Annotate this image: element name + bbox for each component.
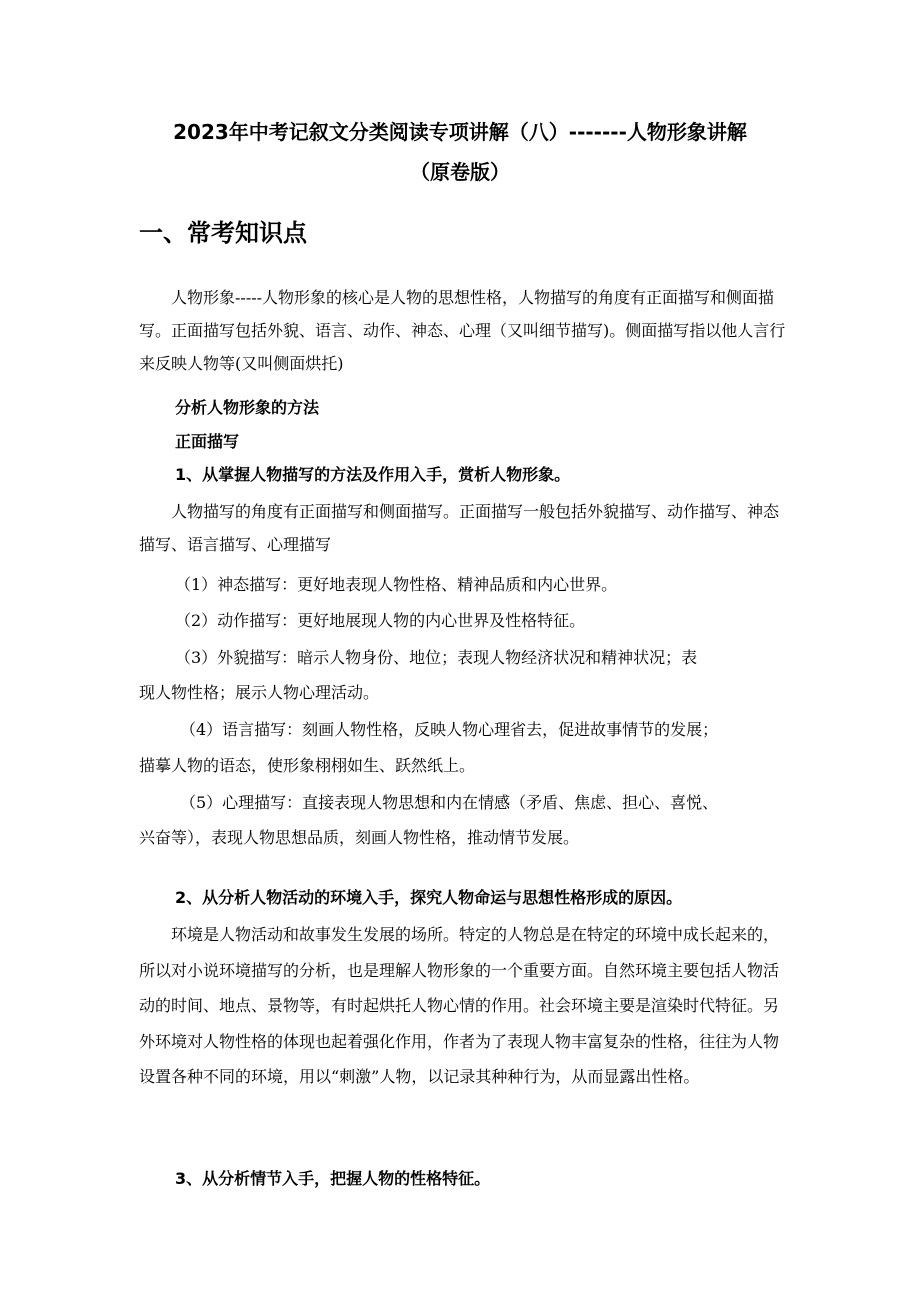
section-heading: 一、常考知识点 — [139, 219, 307, 247]
method-heading: 分析人物形象的方法 — [175, 398, 320, 417]
list-item-continuation: 兴奋等），表现人物思想品质，刻画人物性格，推动情节发展。 — [139, 828, 580, 847]
list-item: （1）神态描写：更好地表现人物性格、精神品质和内心世界。 — [175, 575, 618, 594]
document-title: 2023年中考记叙文分类阅读专项讲解（八）-------人物形象讲解 — [173, 120, 747, 144]
point3-heading: 3、从分析情节入手，把握人物的性格特征。 — [175, 1169, 491, 1188]
front-description-heading: 正面描写 — [175, 432, 240, 451]
list-item-continuation: 描摹人物的语态，使形象栩栩如生、跃然纸上。 — [139, 756, 476, 775]
list-item: （5）心理描写：直接表现人物思想和内在情感（矛盾、焦虑、担心、喜悦、 — [180, 793, 719, 812]
list-item: （2）动作描写：更好地展现人物的内心世界及性格特征。 — [175, 611, 586, 630]
intro-paragraph: 人物形象-----人物形象的核心是人物的思想性格，人物描写的角度有正面描写和侧面描写。正面描写包括外貌、语言、动作、神态、心理（又叫细节描写)。侧面描写指以他人言行来反映人物等(又叫侧面烘托) — [139, 288, 786, 373]
point1-paragraph: 人物描写的角度有正面描写和侧面描写。正面描写一般包括外貌描写、动作描写、神态描写、语言描写、心理描写 — [139, 502, 780, 554]
point2-paragraph: 环境是人物活动和故事发生发展的场所。特定的人物总是在特定的环境中成长起来的，所以对小说环境描写的分析，也是理解人物形象的一个重要方面。自然环境主要包括人物活动的时间、地点、景物等，有时起烘托人物心情的作用。社会环境主要是渲染时代特征。另外环境对人物性格的体现也起着强化作用，作者为了表现人物丰富复杂的性格，往往为人物设置各种不同的环境，用以“刺激”人物，以记录其种种行为，从而显露出性格。 — [139, 925, 780, 1086]
list-item-continuation: 现人物性格；展示人物心理活动。 — [139, 683, 380, 702]
point2-heading: 2、从分析人物活动的环境入手，探究人物命运与思想性格形成的原因。 — [175, 888, 683, 907]
list-item: （4）语言描写：刻画人物性格，反映人物心理省去，促进故事情节的发展； — [180, 720, 719, 739]
point1-heading: 1、从掌握人物描写的方法及作用入手，赏析人物形象。 — [175, 465, 571, 484]
list-item: （3）外貌描写：暗示人物身份、地位；表现人物经济状况和精神状况；表 — [175, 648, 698, 667]
document-subtitle: （原卷版） — [410, 160, 510, 184]
